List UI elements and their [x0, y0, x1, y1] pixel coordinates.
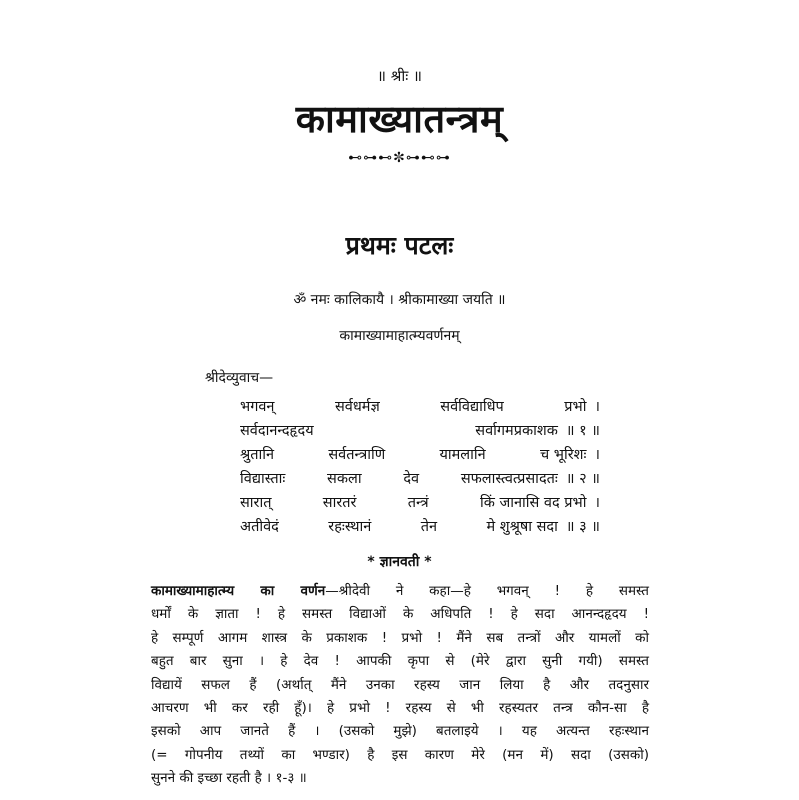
- verse-line: [240, 468, 600, 492]
- book-title: कामाख्यातन्त्रम्: [295, 97, 504, 141]
- verse-word: यामलानि: [439, 447, 486, 463]
- verse-word: सर्वागमप्रकाशक: [475, 423, 558, 439]
- commentary-line: इसको आप जानते हैं । (उसको मुझे) बतलाइये । यह अत्यन्त रहःस्थान: [151, 723, 649, 740]
- verse-word: देव: [403, 471, 420, 487]
- verse-word: सारतरं: [322, 495, 357, 511]
- verse-word: सकला: [327, 471, 362, 487]
- verse-line: [240, 420, 600, 444]
- commentary-line: बहुत बार सुना । हे देव ! आपकी कृपा से (मेरे द्वारा सुनी गयी) समस्त: [151, 653, 649, 670]
- verse-number: ।: [594, 495, 600, 511]
- verse-word: सर्वदानन्दहृदय: [240, 423, 314, 439]
- salutation: ॐ नमः कालिकायै । श्रीकामाख्या जयति ॥: [293, 292, 506, 308]
- verse-word: सर्वविद्याधिप: [440, 399, 504, 415]
- verse-number: ॥ २ ॥: [565, 471, 600, 487]
- verse-word: रहःस्थानं: [328, 519, 372, 535]
- section-title: कामाख्यामाहात्म्यवर्णनम्: [339, 328, 460, 344]
- verse-word: सफलास्त्वत्प्रसादतः: [460, 471, 558, 487]
- verse-word: प्रभो: [564, 399, 587, 415]
- verse-number: ।: [594, 399, 600, 415]
- verse-line: [240, 492, 600, 516]
- verse-word: श्रुतानि: [240, 447, 275, 463]
- commentary-line: हे सम्पूर्ण आगम शास्त्र के प्रकाशक ! प्रभो ! मैंने सब तन्त्रों और यामलों को: [151, 629, 649, 646]
- speaker-label: श्रीदेव्युवाच—: [205, 370, 274, 386]
- commentary-line: (= गोपनीय तथ्यों का भण्डार) है इस कारण मेरे (मन में) सदा (उसको): [151, 746, 649, 763]
- verse-word: विद्यास्ताः: [240, 471, 286, 487]
- verse-number: ॥ १ ॥: [565, 423, 600, 439]
- commentary-line: [151, 580, 649, 603]
- commentary-line: धर्मों के ज्ञाता ! हे समस्त विद्याओं के अधिपति ! हे सदा आनन्दहृदय !: [151, 606, 649, 623]
- verse-block: [240, 396, 600, 540]
- verse-word: अतीवेदं: [240, 519, 279, 535]
- commentary-line: सुनने की इच्छा रहती है । १-३ ॥: [151, 770, 307, 787]
- verse-word: तेन: [420, 519, 438, 535]
- verse-line: [240, 444, 600, 468]
- verse-line: [240, 516, 600, 540]
- chapter-title: प्रथमः पटलः: [345, 231, 454, 260]
- verse-word: मे शुश्रूषा सदा: [486, 519, 558, 535]
- verse-word: सारात्: [240, 495, 272, 511]
- verse-word: च भूरिशः: [539, 447, 587, 463]
- verse-number: ।: [594, 447, 600, 463]
- commentary-text: [151, 580, 649, 791]
- commentary-heading: कामाख्यामाहात्म्य का वर्णन: [151, 583, 326, 599]
- verse-number: ॥ ३ ॥: [565, 519, 600, 535]
- verse-word: भगवन्: [240, 399, 275, 415]
- invocation: ॥ श्रीः ॥: [376, 67, 423, 85]
- commentary-line-text: —श्रीदेवी ने कहा—हे भगवन् ! हे समस्त: [325, 583, 649, 599]
- verse-word: तन्त्रं: [407, 495, 429, 511]
- ornament-divider: ⊷⊶⊷✼⊶⊷⊶: [348, 150, 451, 166]
- commentary-title: * ज्ञानवती *: [367, 554, 432, 570]
- verse-word: सर्वधर्मज्ञ: [335, 399, 380, 415]
- commentary-line: आचरण भी कर रही हूँ)। हे प्रभो ! रहस्य से भी रहस्यतर तन्त्र कौन-सा है: [151, 699, 649, 716]
- verse-word: किं जानासि वद प्रभो: [479, 495, 587, 511]
- commentary-line: विद्यायें सफल हैं (अर्थात् मैंने उनका रहस्य जान लिया है और तदनुसार: [151, 676, 649, 693]
- verse-word: सर्वतन्त्राणि: [328, 447, 386, 463]
- verse-line: [240, 396, 600, 420]
